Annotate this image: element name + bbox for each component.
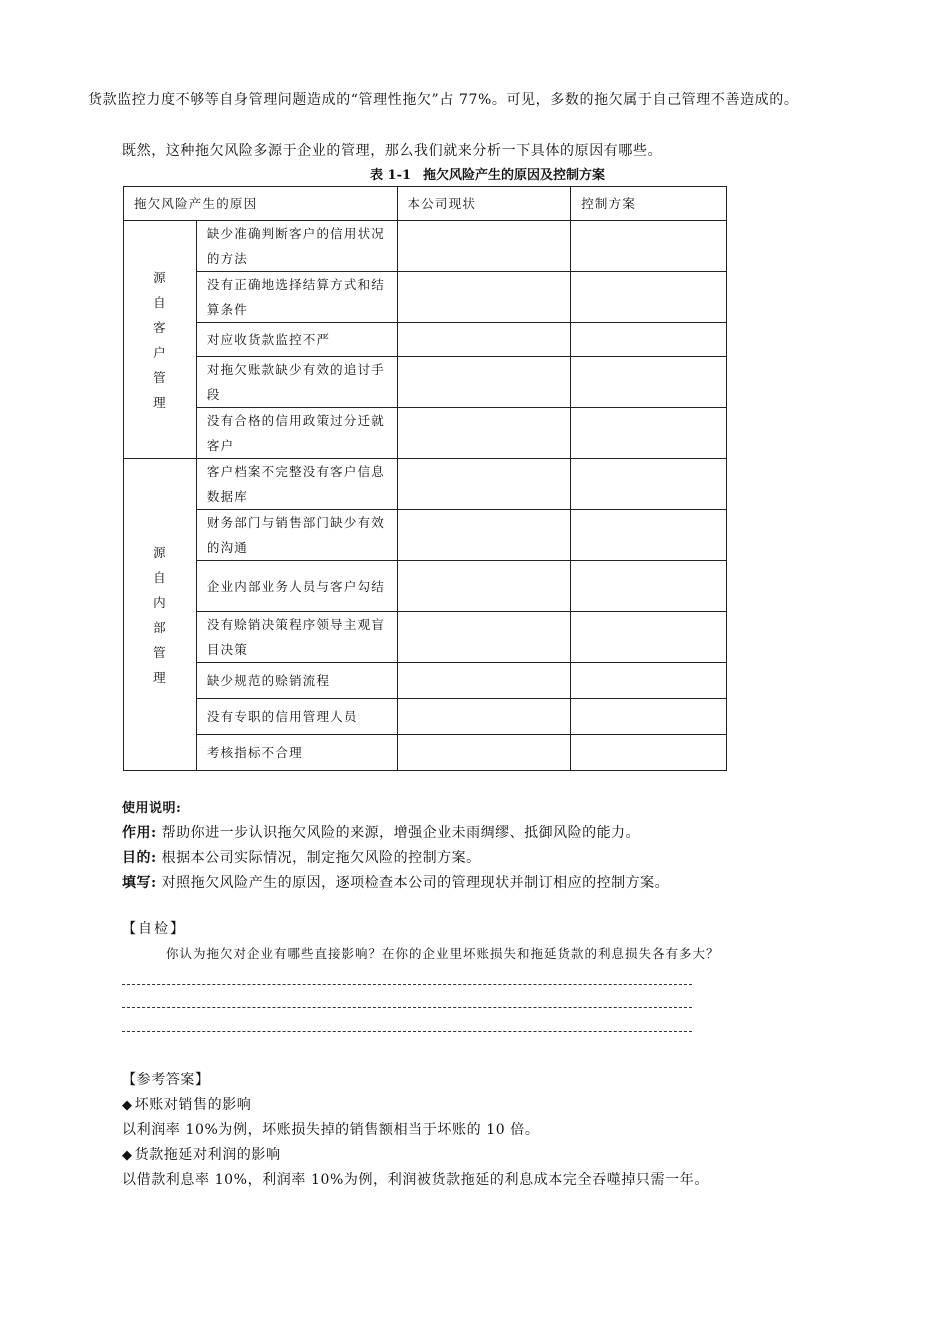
- table-row: [124, 459, 727, 510]
- intro-paragraph: 货款监控力度不够等自身管理问题造成的“管理性拖欠”占 77%。可见，多数的拖欠属于自己管理不善造成的。: [88, 92, 799, 108]
- control-plan-cell[interactable]: [571, 357, 727, 408]
- table-row: [124, 408, 727, 459]
- reason-cell: 没有合格的信用政策过分迁就客户: [196, 408, 397, 459]
- intro-sentence: 既然，这种拖欠风险多源于企业的管理，那么我们就来分析一下具体的原因有哪些。: [122, 143, 663, 159]
- answer-heading: 【参考答案】: [122, 1072, 210, 1088]
- current-status-cell[interactable]: [397, 221, 571, 272]
- table-row: [124, 272, 727, 323]
- self-check-section: [122, 918, 720, 961]
- answer-line[interactable]: [122, 984, 692, 985]
- control-plan-cell[interactable]: [571, 735, 727, 771]
- reason-cell: 考核指标不合理: [196, 735, 397, 771]
- reason-cell: 没有赊销决策程序领导主观盲目决策: [196, 612, 397, 663]
- risk-table: [123, 186, 727, 771]
- current-status-cell[interactable]: [397, 699, 571, 735]
- control-plan-cell[interactable]: [571, 221, 727, 272]
- control-plan-cell[interactable]: [571, 510, 727, 561]
- table-row: [124, 612, 727, 663]
- usage-fill: 填写: 对照拖欠风险产生的原因，逐项检查本公司的管理现状并制订相应的控制方案。: [122, 875, 670, 891]
- control-plan-cell[interactable]: [571, 408, 727, 459]
- answer-item-text: 以利润率 10%为例，坏账损失掉的销售额相当于坏账的 10 倍。: [122, 1122, 540, 1138]
- table-row: [124, 699, 727, 735]
- reason-cell: 财务部门与销售部门缺少有效的沟通: [196, 510, 397, 561]
- current-status-cell[interactable]: [397, 323, 571, 357]
- reference-answer-section: [122, 1068, 709, 1193]
- header-current-status: 本公司现状: [397, 187, 571, 221]
- table-row: [124, 561, 727, 612]
- current-status-cell[interactable]: [397, 561, 571, 612]
- control-plan-cell[interactable]: [571, 612, 727, 663]
- control-plan-cell[interactable]: [571, 459, 727, 510]
- reason-cell: 企业内部业务人员与客户勾结: [196, 561, 397, 612]
- control-plan-cell[interactable]: [571, 272, 727, 323]
- reason-cell: 对拖欠账款缺少有效的追讨手段: [196, 357, 397, 408]
- reason-cell: 缺少准确判断客户的信用状况的方法: [196, 221, 397, 272]
- answer-item-title: ◆ 货款拖延对利润的影响: [122, 1147, 281, 1163]
- table-row: [124, 357, 727, 408]
- answer-line[interactable]: [122, 1031, 692, 1032]
- reason-cell: 没有专职的信用管理人员: [196, 699, 397, 735]
- self-check-heading: 【自检】: [122, 921, 186, 937]
- reason-cell: 对应收货款监控不严: [196, 323, 397, 357]
- answer-line[interactable]: [122, 1007, 692, 1008]
- answer-item-title: ◆ 坏账对销售的影响: [122, 1097, 252, 1113]
- table-title: 拖欠风险产生的原因及控制方案: [423, 168, 606, 183]
- self-check-question: 你认为拖欠对企业有哪些直接影响？在你的企业里坏账损失和拖延货款的利息损失各有多大？: [166, 946, 720, 961]
- current-status-cell[interactable]: [397, 612, 571, 663]
- header-control-plan: 控制方案: [571, 187, 727, 221]
- table-header-row: [124, 187, 727, 221]
- control-plan-cell[interactable]: [571, 323, 727, 357]
- header-reason: 拖欠风险产生的原因: [124, 187, 398, 221]
- table-row: [124, 510, 727, 561]
- usage-purpose: 作用: 帮助你进一步认识拖欠风险的来源，增强企业未雨绸缪、抵御风险的能力。: [122, 825, 641, 841]
- current-status-cell[interactable]: [397, 735, 571, 771]
- control-plan-cell[interactable]: [571, 699, 727, 735]
- current-status-cell[interactable]: [397, 510, 571, 561]
- usage-title: 使用说明:: [122, 801, 182, 816]
- group-label-customer: 源 自 客 户 管 理: [124, 221, 197, 459]
- answer-item-text: 以借款利息率 10%，利润率 10%为例，利润被货款拖延的利息成本完全吞噬掉只需一年。: [122, 1172, 709, 1188]
- reason-cell: 缺少规范的赊销流程: [196, 663, 397, 699]
- reason-cell: 没有正确地选择结算方式和结算条件: [196, 272, 397, 323]
- current-status-cell[interactable]: [397, 272, 571, 323]
- control-plan-cell[interactable]: [571, 561, 727, 612]
- diamond-bullet-icon: ◆: [122, 1098, 133, 1113]
- current-status-cell[interactable]: [397, 408, 571, 459]
- group-label-internal: 源 自 内 部 管 理: [124, 459, 197, 771]
- control-plan-cell[interactable]: [571, 663, 727, 699]
- table-number: 表 1-1: [370, 168, 412, 183]
- usage-goal: 目的: 根据本公司实际情况，制定拖欠风险的控制方案。: [122, 850, 481, 866]
- current-status-cell[interactable]: [397, 459, 571, 510]
- reason-cell: 客户档案不完整没有客户信息数据库: [196, 459, 397, 510]
- current-status-cell[interactable]: [397, 663, 571, 699]
- diamond-bullet-icon: ◆: [122, 1148, 133, 1163]
- table-row: [124, 323, 727, 357]
- table-row: [124, 221, 727, 272]
- usage-notes: [122, 796, 669, 896]
- table-row: [124, 735, 727, 771]
- table-row: [124, 663, 727, 699]
- table-caption: [370, 164, 605, 183]
- current-status-cell[interactable]: [397, 357, 571, 408]
